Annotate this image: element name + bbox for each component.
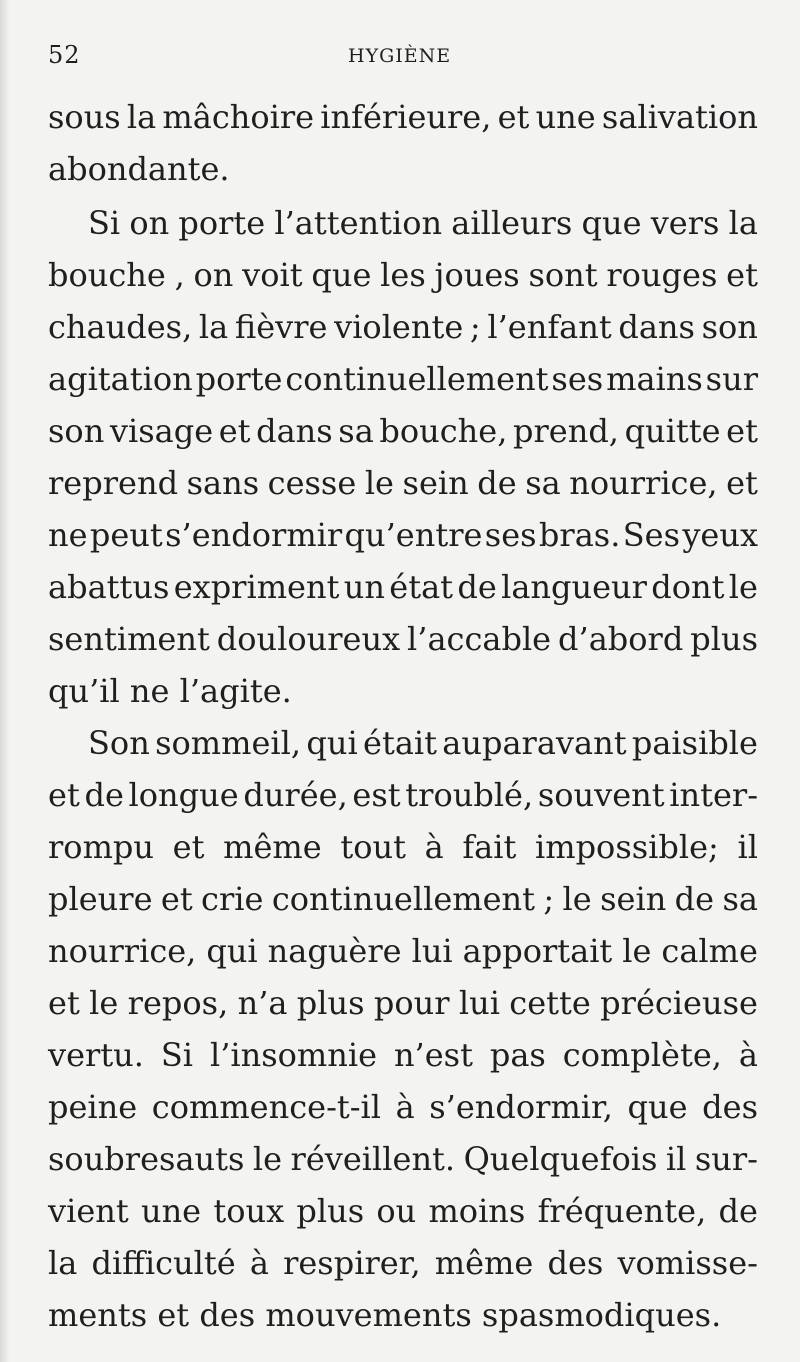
word: même	[434, 1244, 534, 1282]
word: le	[622, 932, 652, 970]
word: soubresauts	[48, 1140, 245, 1178]
text-line	[48, 1034, 758, 1076]
word: complète,	[562, 1036, 722, 1074]
word: expriment	[173, 568, 340, 606]
word: la	[48, 1244, 78, 1282]
word: l’attention	[274, 204, 443, 242]
word: Quelquefois	[463, 1140, 658, 1178]
word: repos,	[127, 984, 229, 1022]
word: des	[702, 1088, 758, 1126]
word: n’est	[393, 1036, 473, 1074]
word: dans	[256, 412, 333, 450]
word: une	[535, 98, 596, 136]
word: le	[562, 880, 592, 918]
word: plus	[296, 984, 365, 1022]
word: un	[343, 568, 385, 606]
word: et	[726, 464, 758, 502]
word: qu’entre	[344, 516, 483, 554]
word: sans	[186, 464, 260, 502]
word: nourrice,	[569, 464, 718, 502]
word: sein	[600, 880, 667, 918]
word: cesse	[267, 464, 357, 502]
word: bras.	[538, 516, 621, 554]
word: violente	[334, 308, 464, 346]
word: reprend	[48, 464, 179, 502]
word: Ses	[622, 516, 680, 554]
word: dans	[618, 308, 695, 346]
word: d’abord	[558, 620, 684, 658]
word: troublé,	[405, 776, 534, 814]
text-line: abondante.	[48, 150, 230, 188]
word: fièvre	[234, 308, 328, 346]
word: ses	[484, 516, 537, 554]
text-line	[48, 878, 758, 920]
word: des	[547, 1244, 604, 1282]
word: pleure	[48, 880, 153, 918]
word: la	[198, 308, 229, 346]
word: difficulté	[91, 1244, 236, 1282]
word: inférieure,	[320, 98, 492, 136]
text-line	[48, 930, 758, 972]
word: la	[126, 98, 157, 136]
word: et	[726, 256, 758, 294]
word: l’accable	[407, 620, 552, 658]
page-header	[48, 40, 760, 70]
word: de	[718, 1192, 758, 1230]
word: à	[738, 1036, 758, 1074]
word: les	[380, 256, 426, 294]
word: crie	[201, 880, 264, 918]
word: vient	[48, 1192, 129, 1230]
word: qui	[206, 932, 258, 970]
word: joues	[434, 256, 520, 294]
word: prend,	[512, 412, 619, 450]
word: vomisse-	[617, 1244, 758, 1282]
page-number: 52	[48, 41, 81, 69]
text-line	[48, 254, 758, 296]
word: calme	[661, 932, 758, 970]
word: on	[193, 256, 234, 294]
text-line	[48, 306, 758, 348]
word: douloureux	[216, 620, 401, 658]
word: et	[48, 776, 80, 814]
word: sur	[705, 360, 758, 398]
text-line	[48, 1190, 758, 1232]
word: peut	[89, 516, 163, 554]
word: et	[160, 880, 193, 918]
text-line	[48, 1138, 758, 1180]
word: s’endormir	[165, 516, 343, 554]
word: plus	[690, 620, 758, 658]
word: et	[726, 412, 758, 450]
word: sur-	[694, 1140, 758, 1178]
word: pour	[373, 984, 450, 1022]
word: même	[223, 828, 322, 866]
word: moins	[428, 1192, 526, 1230]
word: vertu.	[48, 1036, 144, 1074]
word: bouche	[48, 256, 166, 294]
word: une	[140, 1192, 202, 1230]
word: à	[424, 828, 444, 866]
word: que	[627, 1088, 688, 1126]
word: et	[218, 412, 251, 450]
word: le	[364, 464, 394, 502]
word: rompu	[48, 828, 154, 866]
page-edge-shadow	[0, 0, 10, 1362]
word: Son	[88, 724, 150, 762]
word: ,	[174, 256, 185, 294]
word: lui	[458, 984, 500, 1022]
word: sein	[402, 464, 469, 502]
text-line	[48, 826, 758, 868]
word: et	[48, 984, 80, 1022]
word: la	[728, 204, 758, 242]
word: était	[363, 724, 437, 762]
word: ou	[376, 1192, 417, 1230]
word: ne	[48, 516, 88, 554]
text-line	[48, 774, 758, 816]
word: longue	[128, 776, 239, 814]
text-line	[48, 618, 758, 660]
word: sous	[48, 98, 121, 136]
word: fait	[462, 828, 517, 866]
word: dont	[651, 568, 725, 606]
word: porte	[178, 204, 266, 242]
word: à	[395, 1088, 415, 1126]
word: visage	[109, 412, 214, 450]
word: de	[477, 464, 517, 502]
word: abattus	[48, 568, 170, 606]
word: il	[737, 828, 758, 866]
word: toux	[213, 1192, 285, 1230]
word: naguère	[267, 932, 402, 970]
text-line	[48, 96, 758, 138]
word: est	[352, 776, 401, 814]
word: rouges	[606, 256, 718, 294]
text-line	[48, 410, 758, 452]
text-line	[88, 722, 758, 764]
word: précieuse	[600, 984, 758, 1022]
word: de	[84, 776, 124, 814]
word: ;	[543, 880, 555, 918]
word: mains	[606, 360, 703, 398]
word: sa	[722, 880, 758, 918]
word: plus	[296, 1192, 365, 1230]
text-line: qu’il ne l’agite.	[48, 672, 292, 710]
word: quitte	[624, 412, 721, 450]
text-line	[88, 202, 758, 244]
word: s’endormir,	[429, 1088, 613, 1126]
word: et	[497, 98, 530, 136]
word: et	[172, 828, 205, 866]
word: état	[389, 568, 454, 606]
word: ailleurs	[451, 204, 573, 242]
word: bouche,	[379, 412, 508, 450]
word: réveillent.	[290, 1140, 456, 1178]
word: l’enfant	[487, 308, 612, 346]
word: cette	[509, 984, 591, 1022]
word: apportait	[462, 932, 613, 970]
word: son	[701, 308, 758, 346]
text-line	[48, 514, 758, 556]
word: le	[728, 568, 758, 606]
word: ses	[551, 360, 604, 398]
word: continuellement	[271, 880, 536, 918]
word: de	[457, 568, 497, 606]
word: souvent	[537, 776, 665, 814]
word: ;	[469, 308, 481, 346]
word: impossible;	[534, 828, 719, 866]
word: agitation	[48, 360, 193, 398]
word: auparavant	[442, 724, 627, 762]
word: qui	[306, 724, 358, 762]
word: mâchoire	[162, 98, 315, 136]
word: il	[665, 1140, 687, 1178]
word: yeux	[682, 516, 758, 554]
word: sont	[528, 256, 598, 294]
word: on	[129, 204, 170, 242]
word: sa	[525, 464, 561, 502]
word: l’insomnie	[209, 1036, 378, 1074]
word: commence-t-il	[151, 1088, 382, 1126]
word: le	[252, 1140, 283, 1178]
word: Si	[160, 1036, 194, 1074]
word: n’a	[237, 984, 288, 1022]
word: de	[674, 880, 715, 918]
word: tout	[340, 828, 406, 866]
word: inter-	[669, 776, 758, 814]
word: durée,	[243, 776, 348, 814]
text-line	[48, 358, 758, 400]
word: langueur	[501, 568, 647, 606]
text-line	[48, 462, 758, 504]
word: à	[249, 1244, 269, 1282]
word: que	[581, 204, 642, 242]
word: respirer,	[283, 1244, 421, 1282]
word: voit	[242, 256, 303, 294]
word: nourrice,	[48, 932, 197, 970]
word: porte	[195, 360, 283, 398]
word: lui	[411, 932, 453, 970]
word: vers	[650, 204, 720, 242]
word: Si	[88, 204, 121, 242]
word: chaudes,	[48, 308, 193, 346]
word: fréquente,	[537, 1192, 707, 1230]
word: pas	[489, 1036, 546, 1074]
word: salivation	[601, 98, 758, 136]
word: sommeil,	[155, 724, 302, 762]
word: sa	[338, 412, 374, 450]
text-line	[48, 1086, 758, 1128]
text-line	[48, 1242, 758, 1284]
word: son	[48, 412, 105, 450]
text-line: ments et des mouvements spasmodiques.	[48, 1296, 722, 1334]
word: continuellement	[285, 360, 549, 398]
word: le	[89, 984, 119, 1022]
text-line	[48, 982, 758, 1024]
word: peine	[48, 1088, 138, 1126]
word: sentiment	[48, 620, 210, 658]
word: paisible	[631, 724, 758, 762]
text-line	[48, 566, 758, 608]
running-head: HYGIÈNE	[348, 45, 452, 67]
word: que	[311, 256, 372, 294]
